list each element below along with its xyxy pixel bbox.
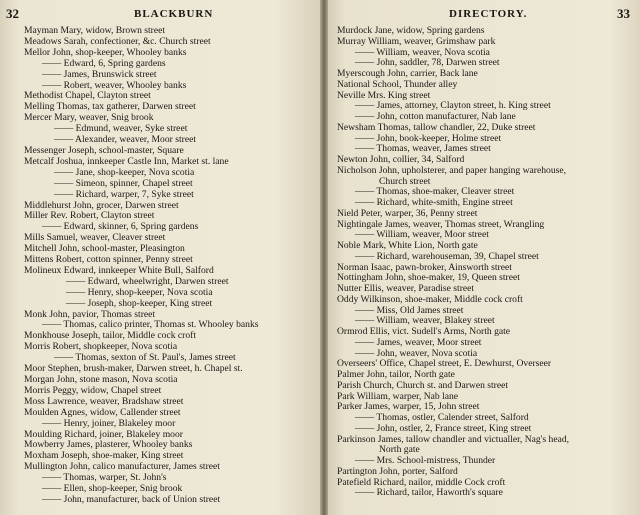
directory-entry: Church street (379, 175, 431, 187)
right-page-header (337, 6, 634, 24)
directory-entry: Mowberry James, plasterer, Whooley banks (24, 439, 193, 451)
directory-entry: Morris Peggy, widow, Chapel street (24, 384, 162, 396)
directory-entry: —— Richard, warehouseman, 39, Chapel street (355, 250, 539, 262)
directory-entry: Patefield Richard, nailor, middle Cock croft (337, 476, 506, 488)
directory-list (24, 26, 313, 506)
directory-entry: —— John, cotton manufacturer, Nab lane (355, 111, 516, 122)
directory-entry: Molineux Edward, innkeeper White Bull, Salford (24, 264, 214, 276)
directory-entry: Mitchell John, school-master, Pleasington (24, 243, 185, 255)
directory-entry: Mayman Mary, widow, Brown street (24, 25, 166, 36)
directory-entry: Oddy Wilkinson, shoe-maker, Middle cock croft (337, 293, 523, 305)
directory-entry: Moor Stephen, brush-maker, Darwen street, h. Chapel st. (24, 363, 243, 375)
directory-entry: National School, Thunder alley (337, 78, 458, 90)
directory-entry: —— Henry, joiner, Blakeley moor (42, 417, 176, 429)
directory-entry: Meadows Sarah, confectioner, &c. Church street (24, 35, 211, 47)
directory-entry: Parker James, warper, 15, John street (337, 401, 480, 413)
directory-entry: —— James, attorney, Clayton street, h. King street (355, 100, 551, 112)
directory-entry: Norman Isaac, pawn-broker, Ainsworth street (337, 261, 512, 273)
directory-entry: —— Richard, warper, 7, Syke street (54, 188, 194, 200)
directory-entry: North gate (379, 444, 420, 456)
directory-entry: Messenger Joseph, school-master, Square (24, 144, 184, 156)
directory-entry: Nield Peter, warper, 36, Penny street (337, 207, 478, 219)
running-head: DIRECTORY. (449, 8, 528, 20)
directory-entry: Methodist Chapel, Clayton street (24, 90, 151, 102)
left-page-header (6, 6, 313, 24)
running-head: BLACKBURN (134, 8, 214, 20)
page-number: 32 (6, 6, 19, 21)
directory-entry: Middlehurst John, grocer, Darwen street (24, 199, 179, 211)
directory-entry: Morgan John, stone mason, Nova scotia (24, 374, 178, 385)
directory-entry: —— James, Brunswick street (42, 68, 157, 80)
directory-entry: Murdock Jane, widow, Spring gardens (337, 25, 485, 36)
directory-entry: Nottingham John, shoe-maker, 19, Queen street (337, 272, 520, 284)
directory-entry: Monkhouse Joseph, tailor, Middle cock croft (24, 330, 197, 342)
directory-entry: Nutter Ellis, weaver, Paradise street (337, 283, 475, 294)
directory-entry: —— Joseph, shop-keeper, King street (66, 297, 213, 309)
directory-entry: Partington John, porter, Salford (337, 465, 458, 477)
directory-entry: Newton John, collier, 34, Salford (337, 154, 465, 165)
directory-entry: —— Mrs. School-mistress, Thunder (355, 455, 496, 466)
directory-entry: —— James, weaver, Moor street (355, 336, 482, 348)
book-gutter (320, 0, 328, 515)
directory-entry: —— Thomas, calico printer, Thomas st. Whooley banks (42, 319, 259, 331)
directory-entry: —— Richard, tailor, Haworth's square (355, 487, 503, 499)
directory-entry: —— Edward, wheelwright, Darwen street (66, 275, 229, 287)
directory-entry: Neville Mrs. King street (337, 89, 431, 101)
directory-entry: —— John, manufacturer, back of Union street (42, 493, 221, 505)
directory-entry: —— Thomas, ostler, Calender street, Salford (355, 412, 529, 423)
directory-entry: —— Henry, shop-keeper, Nova scotia (66, 286, 213, 298)
directory-entry: —— Alexander, weaver, Moor street (54, 134, 197, 146)
directory-entry: —— Edward, skinner, 6, Spring gardens (42, 221, 199, 233)
directory-entry: Metcalf Joshua, innkeeper Castle Inn, Market st. lane (24, 155, 229, 167)
directory-entry: Mittens Robert, cotton spinner, Penny street (24, 254, 193, 266)
directory-entry: —— Edward, 6, Spring gardens (42, 57, 166, 69)
directory-entry: Park William, warper, Nab lane (337, 390, 459, 402)
directory-entry: Mercer Mary, weaver, Snig brook (24, 112, 154, 124)
directory-entry: Mellor John, shop-keeper, Whooley banks (24, 46, 187, 58)
directory-entry: —— Thomas, warper, St. John's (42, 472, 167, 484)
directory-entry: Mullington John, calico manufacturer, James street (24, 461, 220, 473)
directory-entry: Melling Thomas, tax gatherer, Darwen street (24, 101, 196, 113)
directory-entry: Miller Rev. Robert, Clayton street (24, 210, 155, 222)
directory-entry: Noble Mark, White Lion, North gate (337, 240, 478, 251)
directory-entry: —— Richard, white-smith, Engine street (355, 197, 513, 208)
page-number: 33 (617, 6, 630, 21)
directory-entry: Nicholson John, upholsterer, and paper hanging warehouse, (337, 164, 567, 176)
directory-entry: Moss Lawrence, weaver, Bradshaw street (24, 395, 184, 407)
directory-entry: Monk John, pavior, Thomas street (24, 308, 156, 320)
directory-entry: —— William, weaver, Moor street (355, 229, 489, 241)
directory-entry: Morris Robert, shopkeeper, Nova scotia (24, 341, 178, 353)
directory-entry: Ormrod Ellis, vict. Sudell's Arms, North gate (337, 326, 511, 337)
directory-entry: Mills Samuel, weaver, Cleaver street (24, 232, 166, 244)
directory-entry: —— Thomas, sexton of St. Paul's, James street (54, 352, 236, 364)
directory-entry: Moulding Richard, joiner, Blakeley moor (24, 428, 183, 440)
directory-entry: —— Miss, Old James street (355, 304, 464, 316)
directory-list (337, 26, 634, 499)
directory-entry: Moxham Joseph, shoe-maker, King street (24, 450, 184, 462)
directory-entry: Palmer John, tailor, North gate (337, 369, 455, 380)
directory-entry: —— Thomas, shoe-maker, Cleaver street (355, 186, 515, 198)
directory-entry: —— Edmund, weaver, Syke street (54, 123, 188, 135)
directory-entry: —— Robert, weaver, Whooley banks (42, 79, 187, 91)
directory-entry: Murray William, weaver, Grimshaw park (337, 35, 496, 47)
directory-entry: Parish Church, Church st. and Darwen street (337, 379, 509, 391)
directory-entry: Overseers' Office, Chapel street, E. Dewhurst, Overseer (337, 358, 552, 370)
directory-entry: —— Ellen, shop-keeper, Snig brook (42, 483, 183, 495)
directory-entry: Myerscough John, carrier, Back lane (337, 68, 478, 79)
directory-entry: Moulden Agnes, widow, Callender street (24, 406, 181, 418)
directory-entry: —— William, weaver, Blakey street (355, 315, 495, 327)
right-page (323, 0, 640, 515)
directory-entry: —— John, book-keeper, Holme street (355, 132, 502, 144)
directory-entry: —— William, weaver, Nova scotia (355, 46, 490, 58)
directory-entry: —— Simeon, spinner, Chapel street (54, 177, 193, 189)
directory-entry: Nightingale James, weaver, Thomas street, Wrangling (337, 218, 545, 230)
directory-entry: —— John, weaver, Nova scotia (355, 347, 478, 359)
directory-entry: —— John, ostler, 2, France street, King street (355, 422, 532, 434)
directory-entry: —— Jane, shop-keeper, Nova scotia (54, 166, 195, 178)
directory-entry: —— John, saddler, 78, Darwen street (355, 57, 500, 69)
directory-entry: Newsham Thomas, tallow chandler, 22, Duke street (337, 121, 536, 133)
directory-entry: —— Thomas, weaver, James street (355, 143, 491, 155)
directory-entry: Parkinson James, tallow chandler and victualler, Nag's head, (337, 433, 570, 445)
